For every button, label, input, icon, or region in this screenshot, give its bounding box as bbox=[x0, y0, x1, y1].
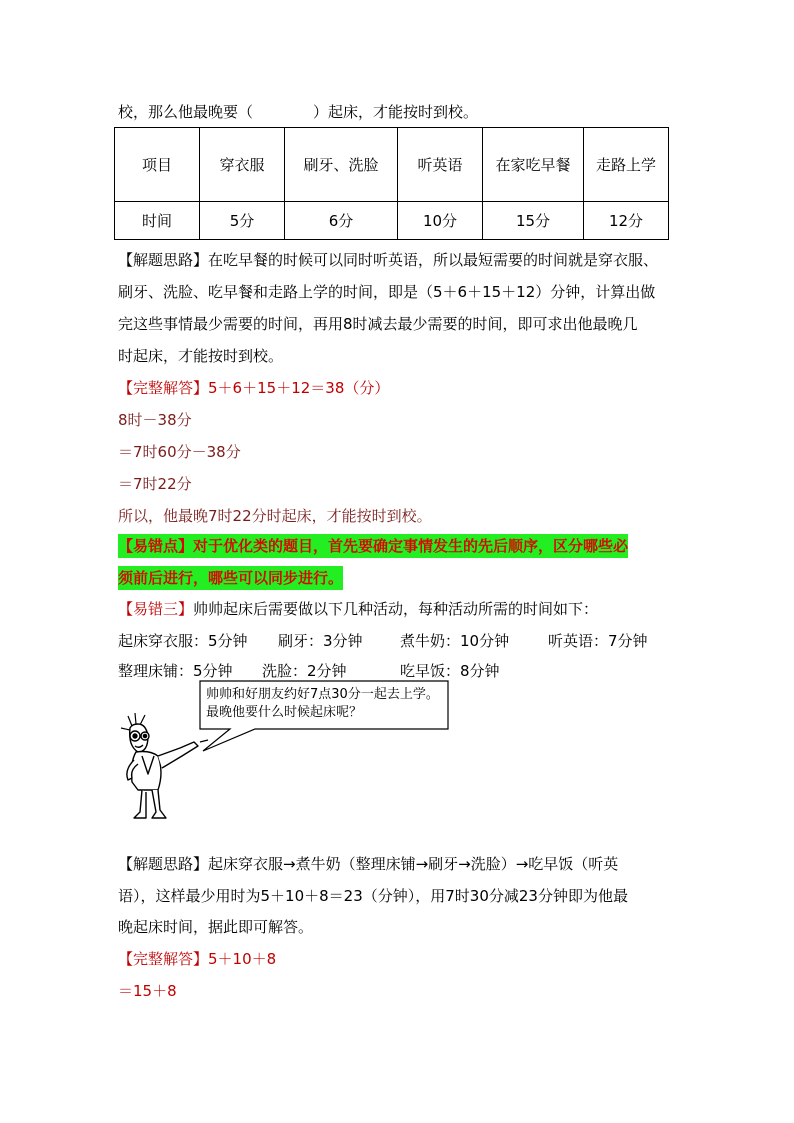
table-row bbox=[115, 202, 669, 240]
table-cell: 5分 bbox=[200, 202, 285, 240]
answer-tag: 【完整解答】 bbox=[118, 950, 209, 968]
tip-line-2 bbox=[118, 568, 343, 588]
activity-item: 刷牙：3分钟 bbox=[278, 632, 363, 650]
answer-line-1 bbox=[118, 378, 389, 398]
time-table bbox=[114, 127, 669, 240]
analysis-line-1 bbox=[118, 250, 658, 270]
answer-line-4: ＝7时22分 bbox=[118, 475, 192, 493]
table-cell: 在家吃早餐 bbox=[483, 128, 584, 202]
table-cell: 12分 bbox=[584, 202, 669, 240]
analysis-line-2: 刷牙、洗脸、吃早餐和走路上学的时间，即是（5＋6＋15＋12）分钟，计算出做 bbox=[118, 283, 656, 301]
analysis-3-line-1: 【解题思路】起床穿衣服→煮牛奶（整理床铺→刷牙→洗脸）→吃早饭（听英 bbox=[118, 855, 619, 873]
tip-highlight: 须前后进行，哪些可以同步进行。 bbox=[118, 566, 343, 590]
analysis-line-4: 时起床，才能按时到校。 bbox=[118, 347, 284, 365]
table-row bbox=[115, 128, 669, 202]
answer-tag: 【完整解答】 bbox=[118, 379, 209, 397]
tip-highlight: 【易错点】对于优化类的题目，首先要确定事情发生的先后顺序，区分哪些必 bbox=[118, 534, 628, 558]
table-cell: 刷牙、洗脸 bbox=[285, 128, 398, 202]
table-cell: 15分 bbox=[483, 202, 584, 240]
activity-item: 整理床铺：5分钟 bbox=[118, 662, 233, 680]
analysis-3-line-3: 晚起床时间，据此即可解答。 bbox=[118, 918, 314, 936]
activity-item: 听英语：7分钟 bbox=[548, 632, 648, 650]
table-cell: 时间 bbox=[115, 202, 200, 240]
question-3-line bbox=[118, 599, 598, 619]
question-tail-line: 校，那么他最晚要（ ）起床，才能按时到校。 bbox=[118, 103, 479, 121]
answer-line-3: ＝7时60分－38分 bbox=[118, 443, 241, 461]
table-cell: 项目 bbox=[115, 128, 200, 202]
table-cell: 6分 bbox=[285, 202, 398, 240]
analysis-line-3: 完这些事情最少需要的时间，再用8时减去最少需要的时间，即可求出他最晚几 bbox=[118, 315, 638, 333]
table-cell: 走路上学 bbox=[584, 128, 669, 202]
activity-item: 洗脸：2分钟 bbox=[262, 662, 347, 680]
answer-text: 5＋10＋8 bbox=[208, 950, 277, 968]
answer-line-2: 8时－38分 bbox=[118, 411, 192, 429]
answer-text: 5＋6＋15＋12＝38（分） bbox=[208, 379, 390, 397]
answer-3-line-2: ＝15＋8 bbox=[118, 982, 177, 1000]
cartoon-character-illustration bbox=[118, 712, 213, 824]
table-cell: 穿衣服 bbox=[200, 128, 285, 202]
activity-item: 煮牛奶：10分钟 bbox=[400, 632, 510, 650]
table-cell: 听英语 bbox=[398, 128, 483, 202]
bubble-line-2: 最晚他要什么时候起床呢？ bbox=[206, 705, 363, 720]
table-cell: 10分 bbox=[398, 202, 483, 240]
question-tag: 【易错三】 bbox=[118, 600, 194, 618]
speech-bubble-text bbox=[206, 686, 439, 722]
analysis-3-line-2: 语），这样最少用时为5＋10＋8＝23（分钟），用7时30分减23分钟即为他最 bbox=[118, 887, 628, 905]
analysis-tag: 【解题思路】 bbox=[118, 251, 209, 269]
activity-item: 起床穿衣服：5分钟 bbox=[118, 632, 248, 650]
answer-conclusion: 所以，他最晚7时22分时起床，才能按时到校。 bbox=[118, 507, 432, 525]
answer-3-line-1 bbox=[118, 949, 276, 969]
activity-item: 吃早饭：8分钟 bbox=[400, 662, 500, 680]
analysis-text: 在吃早餐的时候可以同时听英语，所以最短需要的时间就是穿衣服、 bbox=[208, 251, 659, 269]
tip-line-1 bbox=[118, 536, 628, 556]
bubble-line-1: 帅帅和好朋友约好7点30分一起去上学。 bbox=[206, 687, 439, 702]
question-text: 帅帅起床后需要做以下几种活动，每种活动所需的时间如下： bbox=[193, 600, 599, 618]
